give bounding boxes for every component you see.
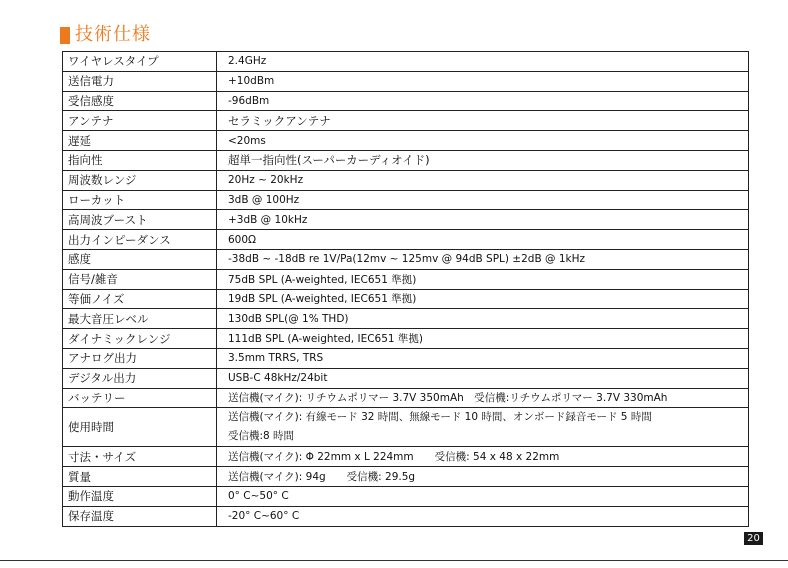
table-row bbox=[63, 329, 749, 349]
table-row bbox=[63, 467, 749, 487]
spec-value: セラミックアンテナ bbox=[217, 111, 749, 131]
table-row bbox=[63, 368, 749, 388]
table-row bbox=[63, 506, 749, 526]
spec-label: 送信電力 bbox=[63, 71, 217, 91]
table-row bbox=[63, 91, 749, 111]
spec-value: 0° C~50° C bbox=[217, 486, 749, 506]
spec-value: -38dB ~ -18dB re 1V/Pa(12mv ~ 125mv @ 94dB SPL) ±2dB @ 1kHz bbox=[217, 249, 749, 269]
spec-value bbox=[217, 408, 749, 447]
spec-label: 最大音圧レベル bbox=[63, 309, 217, 329]
spec-value: 19dB SPL (A-weighted, IEC651 準拠) bbox=[217, 289, 749, 309]
table-row bbox=[63, 486, 749, 506]
spec-value: 3.5mm TRRS, TRS bbox=[217, 348, 749, 368]
spec-label: ワイヤレスタイプ bbox=[63, 52, 217, 72]
spec-label: バッテリー bbox=[63, 388, 217, 408]
spec-label: ダイナミックレンジ bbox=[63, 329, 217, 349]
spec-label: 等価ノイズ bbox=[63, 289, 217, 309]
spec-label: 信号/雑音 bbox=[63, 269, 217, 289]
spec-label: 遅延 bbox=[63, 131, 217, 151]
table-row bbox=[63, 249, 749, 269]
table-row bbox=[63, 269, 749, 289]
table-row bbox=[63, 131, 749, 151]
table-row bbox=[63, 190, 749, 210]
spec-value: -96dBm bbox=[217, 91, 749, 111]
spec-value: +10dBm bbox=[217, 71, 749, 91]
spec-value: 3dB @ 100Hz bbox=[217, 190, 749, 210]
spec-value: 送信機(マイク): Φ 22mm x L 224mm 受信機: 54 x 48 x 22mm bbox=[217, 447, 749, 467]
table-row bbox=[63, 447, 749, 467]
spec-label: 受信感度 bbox=[63, 91, 217, 111]
spec-value: 75dB SPL (A-weighted, IEC651 準拠) bbox=[217, 269, 749, 289]
spec-label: 質量 bbox=[63, 467, 217, 487]
table-row bbox=[63, 289, 749, 309]
spec-label: 寸法・サイズ bbox=[63, 447, 217, 467]
table-row bbox=[63, 348, 749, 368]
table-row bbox=[63, 150, 749, 170]
spec-value: 送信機(マイク): リチウムポリマー 3.7V 350mAh 受信機:リチウムポリマー 3.7V 330mAh bbox=[217, 388, 749, 408]
spec-value: 111dB SPL (A-weighted, IEC651 準拠) bbox=[217, 329, 749, 349]
spec-value: 2.4GHz bbox=[217, 52, 749, 72]
table-row bbox=[63, 210, 749, 230]
page-number: 20 bbox=[744, 532, 763, 545]
spec-label: 出力インピーダンス bbox=[63, 230, 217, 250]
section-title: 技術仕様 bbox=[75, 24, 151, 45]
spec-label: アンテナ bbox=[63, 111, 217, 131]
heading-accent-bar bbox=[60, 27, 70, 44]
spec-value: 600Ω bbox=[217, 230, 749, 250]
spec-label: 指向性 bbox=[63, 150, 217, 170]
spec-value: -20° C~60° C bbox=[217, 506, 749, 526]
table-row bbox=[63, 388, 749, 408]
footer-divider bbox=[0, 560, 788, 561]
spec-label: 高周波ブースト bbox=[63, 210, 217, 230]
spec-value-line: 受信機:8 時間 bbox=[228, 430, 295, 443]
spec-label: デジタル出力 bbox=[63, 368, 217, 388]
spec-table bbox=[62, 51, 749, 527]
spec-value: 130dB SPL(@ 1% THD) bbox=[217, 309, 749, 329]
spec-value: 送信機(マイク): 94g 受信機: 29.5g bbox=[217, 467, 749, 487]
spec-value-line: 送信機(マイク): 有線モード 32 時間、無線モード 10 時間、オンボード録音モード 5 時間 bbox=[228, 411, 652, 424]
spec-label: アナログ出力 bbox=[63, 348, 217, 368]
spec-label: 感度 bbox=[63, 249, 217, 269]
table-row bbox=[63, 230, 749, 250]
spec-value: 20Hz ~ 20kHz bbox=[217, 170, 749, 190]
table-row bbox=[63, 309, 749, 329]
spec-value: USB-C 48kHz/24bit bbox=[217, 368, 749, 388]
table-row bbox=[63, 408, 749, 447]
table-row bbox=[63, 52, 749, 72]
table-row bbox=[63, 170, 749, 190]
spec-value: +3dB @ 10kHz bbox=[217, 210, 749, 230]
table-row bbox=[63, 71, 749, 91]
spec-label: 使用時間 bbox=[63, 408, 217, 447]
section-heading bbox=[60, 24, 151, 46]
spec-label: 周波数レンジ bbox=[63, 170, 217, 190]
spec-label: 保存温度 bbox=[63, 506, 217, 526]
spec-label: 動作温度 bbox=[63, 486, 217, 506]
spec-value: <20ms bbox=[217, 131, 749, 151]
spec-label: ローカット bbox=[63, 190, 217, 210]
spec-value: 超単一指向性(スーパーカーディオイド) bbox=[217, 150, 749, 170]
table-row bbox=[63, 111, 749, 131]
